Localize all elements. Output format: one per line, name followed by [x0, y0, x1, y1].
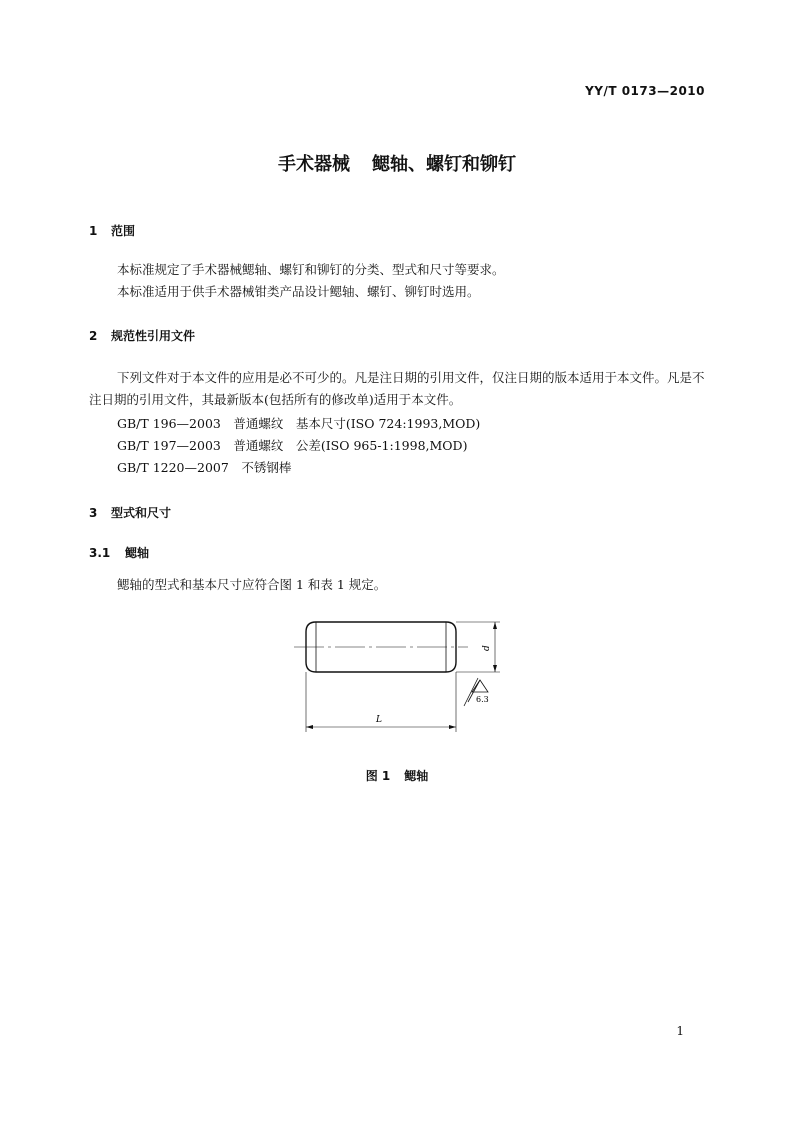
section-1-heading	[89, 222, 135, 239]
arrow-l-left	[306, 725, 313, 729]
section-3-1-heading	[89, 544, 149, 561]
figure-title: 鳃轴	[404, 769, 429, 783]
subsection-title: 鳃轴	[125, 546, 150, 560]
reference-item: GB/T 197—2003 普通螺纹 公差(ISO 965-1:1998,MOD)	[117, 438, 468, 453]
arrow-d-top	[493, 622, 497, 629]
arrow-l-right	[449, 725, 456, 729]
title-part2: 鳃轴、螺钉和铆钉	[372, 154, 516, 175]
reference-item: GB/T 1220—2007 不锈钢棒	[117, 460, 292, 475]
section-title: 范围	[111, 224, 136, 238]
document-title	[0, 150, 794, 176]
subsection-number: 3.1	[89, 546, 111, 560]
arrow-d-bottom	[493, 665, 497, 672]
section-number: 1	[89, 224, 98, 238]
section-1-paragraph-1: 本标准规定了手术器械鳃轴、螺钉和铆钉的分类、型式和尺寸等要求。	[117, 262, 505, 277]
roughness-value: 6.3	[476, 695, 489, 704]
dimension-l-label: L	[376, 715, 382, 725]
section-number: 3	[89, 506, 98, 520]
reference-item: GB/T 196—2003 普通螺纹 基本尺寸(ISO 724:1993,MOD)	[117, 416, 481, 431]
section-number: 2	[89, 329, 98, 343]
section-title: 规范性引用文件	[111, 329, 196, 343]
section-title: 型式和尺寸	[111, 506, 172, 520]
dimension-d-label: d	[482, 645, 492, 651]
section-2-intro: 下列文件对于本文件的应用是必不可少的。凡是注日期的引用文件，仅注日期的版本适用于本文件。凡是不注日期的引用文件，其最新版本(包括所有的修改单)适用于本文件。	[89, 370, 705, 407]
axle-drawing	[290, 610, 510, 740]
title-part1: 手术器械	[278, 154, 350, 175]
figure-caption	[0, 767, 794, 784]
section-1-paragraph-2: 本标准适用于供手术器械钳类产品设计鳃轴、螺钉、铆钉时选用。	[117, 284, 480, 299]
page-number: 1	[676, 1024, 684, 1038]
section-3-1-text: 鳃轴的型式和基本尺寸应符合图 1 和表 1 规定。	[117, 577, 387, 592]
section-3-heading	[89, 504, 171, 521]
section-2-heading	[89, 327, 195, 344]
figure-number: 图 1	[365, 769, 391, 783]
standard-code: YY/T 0173—2010	[585, 84, 705, 98]
